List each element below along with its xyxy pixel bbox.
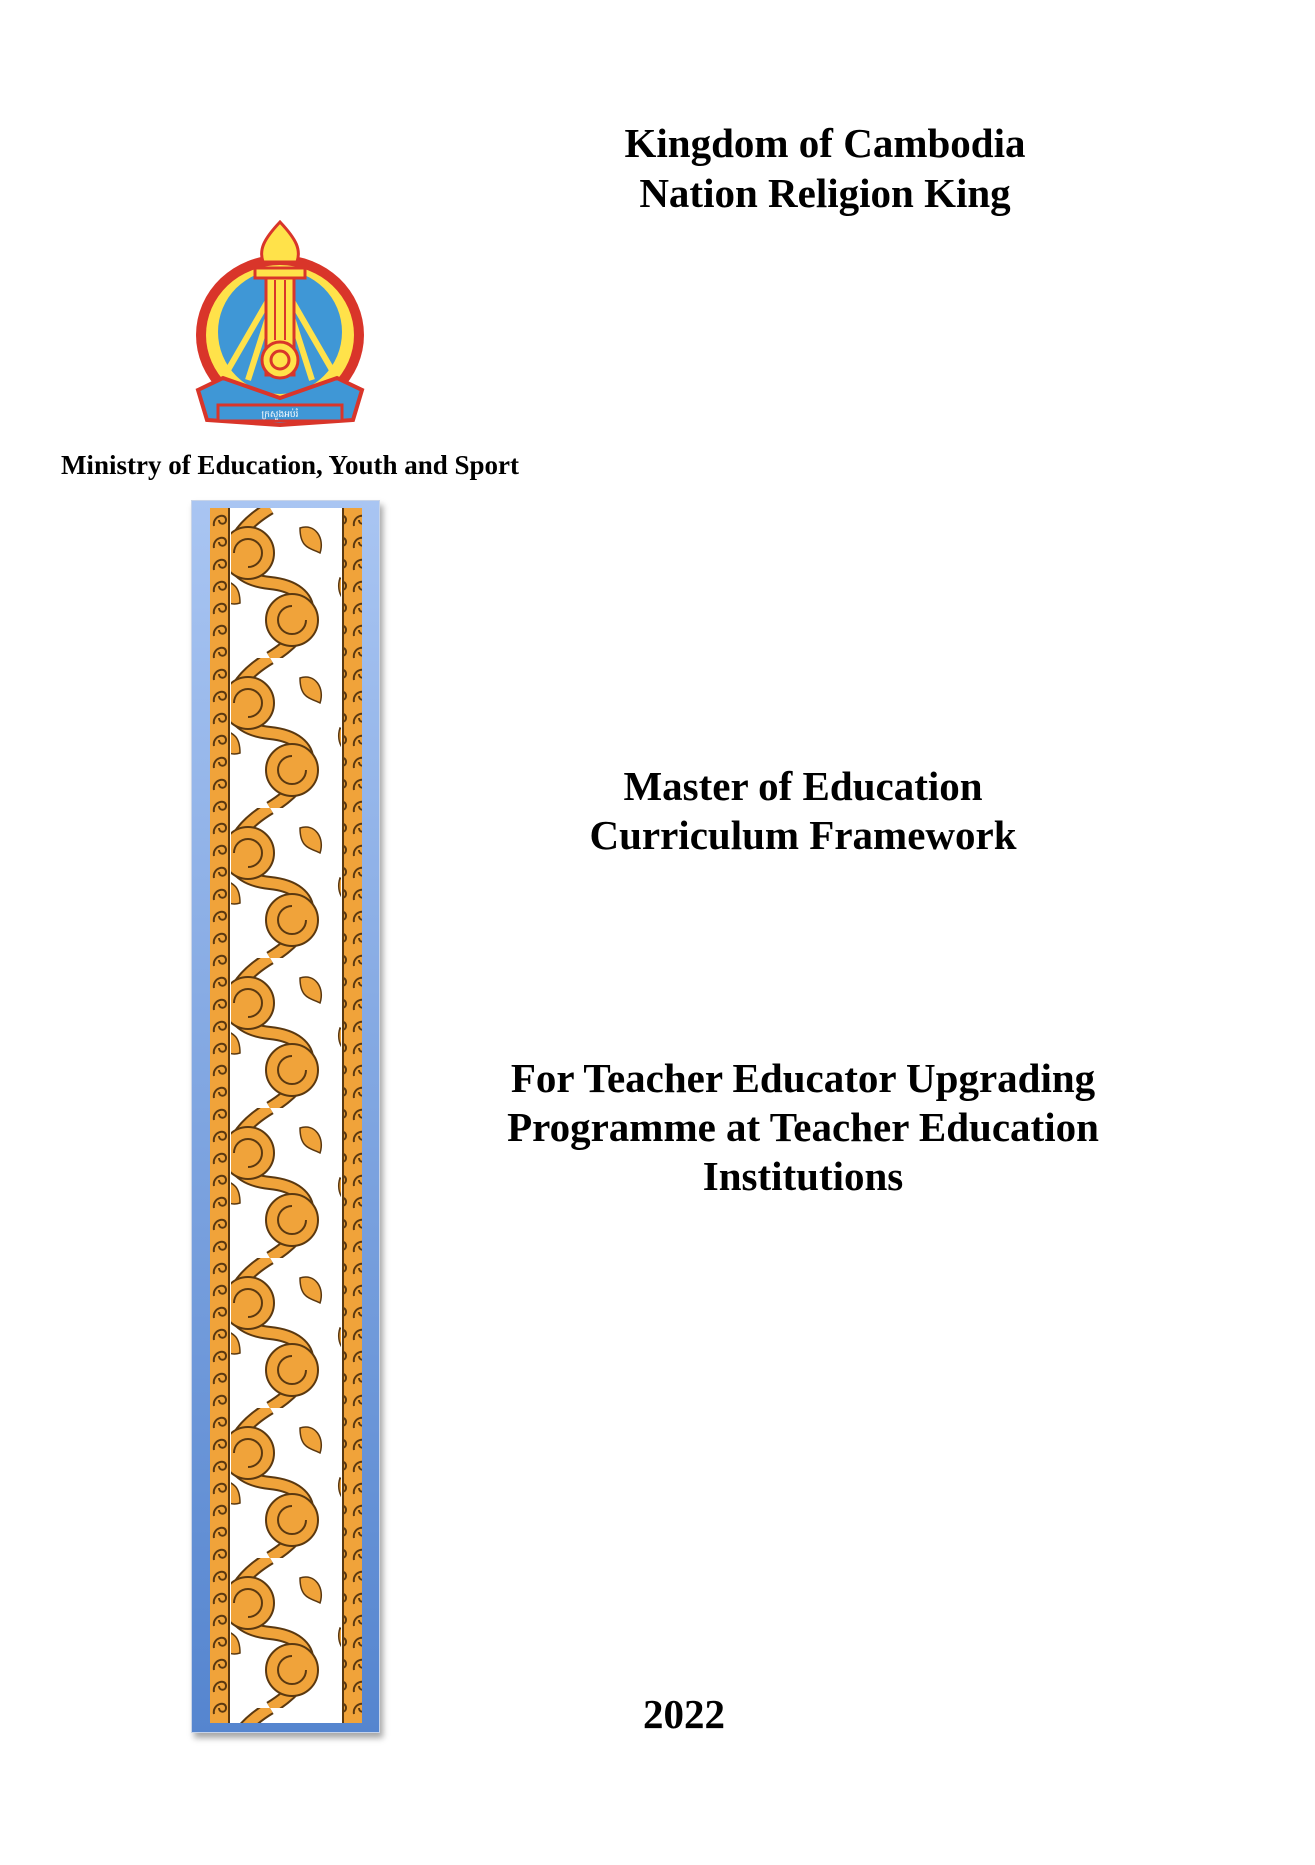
decorative-border-panel: [191, 500, 380, 1733]
subtitle-line-1: For Teacher Educator Upgrading: [510, 1055, 1096, 1101]
title-line-2: Curriculum Framework: [589, 812, 1017, 858]
country-name: Kingdom of Cambodia: [624, 120, 1026, 166]
subtitle-line-2: Programme at Teacher Education: [507, 1104, 1099, 1150]
svg-text:ក្រសួងអប់រំ: ក្រសួងអប់រំ: [261, 410, 299, 420]
title-line-1: Master of Education: [623, 763, 983, 809]
khmer-ornament-icon: [210, 508, 362, 1723]
document-title: [503, 762, 1103, 860]
subtitle-line-3: Institutions: [702, 1153, 904, 1199]
ministry-name: Ministry of Education, Youth and Sport: [60, 450, 520, 480]
ministry-emblem-icon: [193, 220, 367, 438]
publication-year: 2022: [643, 1691, 725, 1737]
national-motto: Nation Religion King: [639, 170, 1011, 216]
document-subtitle: [453, 1054, 1153, 1201]
country-header: [525, 118, 1125, 218]
